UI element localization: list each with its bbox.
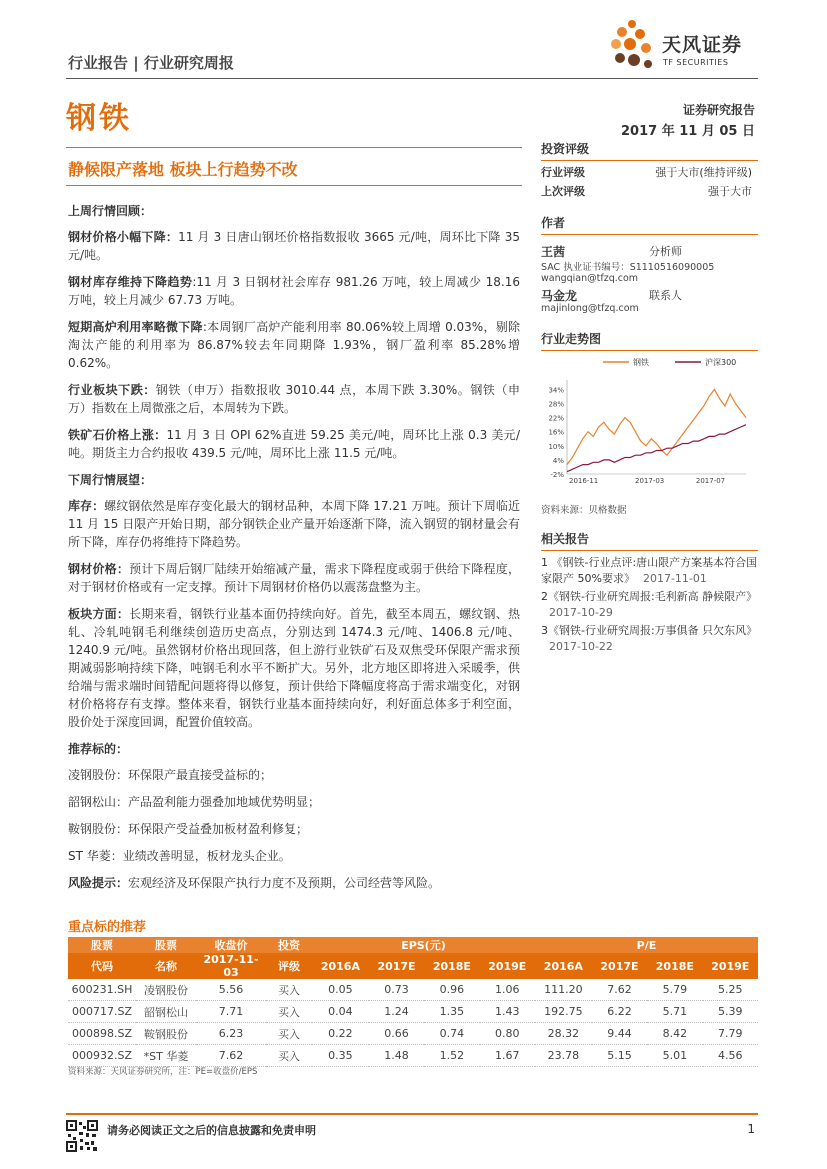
table-cell: 5.01 (647, 1045, 702, 1067)
paragraph (68, 605, 520, 731)
recommend-item: 凌钢股份：环保限产最直接受益标的； (68, 768, 273, 782)
th-price: 收盘价 (196, 937, 266, 953)
table-cell: 6.22 (592, 1001, 647, 1023)
paragraph-label: 钢材价格小幅下降： (68, 230, 179, 244)
th-rating: 投资 (266, 937, 312, 953)
table-cell: 1.35 (424, 1001, 479, 1023)
related-report-date: 2017-11-01 (642, 572, 707, 585)
qr-code-icon (66, 1120, 98, 1152)
recommend-heading: 推荐标的： (68, 742, 129, 756)
rating-panel (541, 140, 758, 201)
review-section (68, 228, 520, 462)
th-sub: 2019E (703, 953, 758, 979)
paragraph-text: :11 月 3 日钢材社会库存 981.26 万吨，较上周减少 18.16 万吨，较上月减少 67.73 万吨。 (68, 275, 520, 307)
th-sub: 2016A (535, 953, 592, 979)
page-number: 1 (747, 1122, 755, 1136)
sector-title: 钢铁 (66, 101, 132, 136)
logo-dots-icon (606, 18, 658, 74)
author-role: 联系人 (649, 289, 682, 302)
table-body (68, 979, 758, 1067)
y-tick-label: -2% (550, 471, 564, 479)
recommend-item: 鞍钢股份：环保限产受益叠加板材盈利修复； (68, 822, 309, 836)
related-heading: 相关报告 (541, 530, 758, 551)
table-cell: 600231.SH (68, 979, 136, 1001)
table-cell: 买入 (266, 1001, 312, 1023)
related-list (541, 555, 758, 655)
table-title: 重点标的推荐 (68, 920, 147, 935)
rating-key: 行业评级 (541, 166, 585, 179)
review-heading: 上周行情回顾： (68, 204, 153, 218)
y-tick-label: 10% (548, 442, 564, 451)
table-cell: 0.80 (480, 1023, 535, 1045)
author-name: 王茜 (541, 245, 566, 259)
outlook-section (68, 497, 520, 731)
th-sub: 2017-11-03 (196, 953, 266, 979)
table-cell: 1.52 (424, 1045, 479, 1067)
risk-text: 宏观经济及环保限产执行力度不及预期，公司经营等风险。 (128, 876, 441, 890)
table-cell: 7.62 (196, 1045, 266, 1067)
table-cell: 5.71 (647, 1001, 702, 1023)
table-cell: 0.05 (312, 979, 369, 1001)
recommend-item: 韶钢松山：产品盈利能力强叠加地域优势明显； (68, 795, 321, 809)
th-sub: 2019E (480, 953, 535, 979)
author-email[interactable]: wangqian@tfzq.com (541, 273, 639, 284)
table-subheader-row (68, 953, 758, 979)
table-cell: 5.56 (196, 979, 266, 1001)
author-panel (541, 214, 758, 314)
recommend-table (68, 937, 758, 1067)
headline-rule-top (66, 147, 522, 148)
trend-chart-svg (541, 350, 758, 490)
y-tick-label: 22% (548, 414, 564, 423)
table-cell: 0.66 (369, 1023, 424, 1045)
table-cell: 5.25 (703, 979, 758, 1001)
related-report-title: 1 《钢铁-行业点评:唐山限产方案基本符合国家限产 50%要求》 (541, 556, 758, 585)
breadcrumb: 行业报告 | 行业研究周报 (68, 54, 234, 72)
paragraph (68, 318, 520, 372)
table-cell: 0.22 (312, 1023, 369, 1045)
y-tick-label: 34% (548, 386, 564, 395)
table-cell: 0.04 (312, 1001, 369, 1023)
table-row[interactable] (68, 979, 758, 1001)
trend-chart-heading: 行业走势图 (541, 330, 758, 351)
y-tick-label: 16% (548, 428, 564, 437)
rating-value: 强于大市(维持评级) (655, 166, 752, 179)
paragraph-text: 11 月 3 日 OPI 62%直进 59.25 美元/吨，周环比上涨 0.3 美元/吨。期货主力合约报收 439.5 元/吨，周环比上涨 11.5 元/吨。 (68, 428, 520, 460)
th-eps: EPS(元) (312, 937, 535, 953)
author-heading: 作者 (541, 214, 758, 235)
related-report-date: 2017-10-29 (549, 606, 613, 619)
paragraph (68, 228, 520, 264)
related-panel (541, 530, 758, 657)
trend-chart (541, 350, 758, 490)
table-cell: 5.39 (703, 1001, 758, 1023)
logo-text-cn: 天风证券 (662, 34, 743, 56)
table-cell: 韶钢松山 (136, 1001, 196, 1023)
header-divider (66, 78, 758, 79)
author-cert: SAC 执业证书编号：S1110516090005 (541, 262, 715, 273)
paragraph-label: 板块方面： (68, 607, 130, 621)
series-line (567, 425, 746, 472)
author-2 (541, 287, 758, 303)
paragraph-text: 长期来看，钢铁行业基本面仍持续向好。首先，截至本周五，螺纹钢、热轧、冷轧吨钢毛利继续创造历史高点，分别达到 1474.3 元/吨、1406.8 元/吨、1240.9 元/吨。虽然钢材价格出现回落，但上游行业铁矿石及双焦受环保限产需求预期减弱影响持续下降，吨钢毛利水平不断扩大。另外，北方地区即将进入采暖季，供给端与需求端时间错配问题将得以修复，预计供给下降幅度将高于需求端变化，对钢材价格将存有支撑。整体来看，钢铁行业基本面持续向好，利好面总体多于利空面，股价处于深度回调，配置价值较高。 (68, 607, 520, 729)
table-cell: 0.35 (312, 1045, 369, 1067)
rating-heading: 投资评级 (541, 140, 758, 161)
table-cell: 1.67 (480, 1045, 535, 1067)
table-cell: 1.43 (480, 1001, 535, 1023)
table-cell: 4.56 (703, 1045, 758, 1067)
table-cell: 0.74 (424, 1023, 479, 1045)
table-cell: 7.62 (592, 979, 647, 1001)
headline: 静候限产落地 板块上行趋势不改 (68, 160, 298, 179)
report-type: 证券研究报告 (682, 103, 755, 117)
th-sub: 2018E (647, 953, 702, 979)
table-cell: 7.79 (703, 1023, 758, 1045)
table-cell: 9.44 (592, 1023, 647, 1045)
legend-label: 钢铁 (633, 358, 649, 367)
table-cell: 000932.SZ (68, 1045, 136, 1067)
th-sub: 评级 (266, 953, 312, 979)
recommend-item: ST 华菱：业绩改善明显，板材龙头企业。 (68, 849, 291, 863)
table-cell: 7.71 (196, 1001, 266, 1023)
x-tick-label: 2017-03 (635, 477, 665, 485)
company-logo (606, 18, 766, 74)
th-code: 股票 (68, 937, 136, 953)
paragraph-text: 螺纹钢依然是库存变化最大的钢材品种，本周下降 17.21 万吨。预计下周临近 11 月 15 日限产开始日期，部分钢铁企业产量开始逐渐下降，流入钢贸的钢材量会有所下降，库存仍将维持下降趋势。 (68, 499, 520, 549)
table-cell: 28.32 (535, 1023, 592, 1045)
related-report-title: 2《钢铁-行业研究周报:毛利新高 静候限产》 (541, 590, 758, 603)
paragraph-label: 短期高炉利用率略微下降 (68, 320, 203, 334)
paragraph-label: 行业板块下跌： (68, 383, 156, 397)
author-email[interactable]: majinlong@tfzq.com (541, 303, 639, 314)
th-pe: P/E (535, 937, 758, 953)
author-role: 分析师 (649, 245, 682, 258)
chart-source: 资料来源：贝格数据 (541, 505, 627, 516)
paragraph-text: 11 月 3 日唐山钢坯价格指数报收 3665 元/吨，周环比下降 35 元/吨。 (68, 230, 520, 262)
table-cell: 1.48 (369, 1045, 424, 1067)
paragraph-label: 铁矿石价格上涨： (68, 428, 167, 442)
main-body (68, 202, 520, 901)
table-cell: 192.75 (535, 1001, 592, 1023)
table-source: 资料来源：天风证券研究所，注：PE=收盘价/EPS (68, 1067, 258, 1077)
th-name: 股票 (136, 937, 196, 953)
rating-key: 上次评级 (541, 185, 585, 198)
table-cell: 5.15 (592, 1045, 647, 1067)
author-name: 马金龙 (541, 289, 578, 303)
author-1 (541, 243, 758, 259)
table-cell: 0.96 (424, 979, 479, 1001)
th-sub: 2018E (424, 953, 479, 979)
table-cell: 5.79 (647, 979, 702, 1001)
y-tick-label: 28% (548, 400, 564, 409)
legend-label: 沪深300 (705, 358, 737, 367)
outlook-heading: 下周行情展望： (68, 473, 153, 487)
table-row[interactable] (68, 1023, 758, 1045)
table-cell: 6.23 (196, 1023, 266, 1045)
table-cell: 1.24 (369, 1001, 424, 1023)
x-tick-label: 2017-07 (695, 477, 726, 485)
th-sub: 2016A (312, 953, 369, 979)
x-tick-label: 2016-11 (569, 477, 599, 485)
table-cell: *ST 华菱 (136, 1045, 196, 1067)
report-date: 2017 年 11 月 05 日 (621, 124, 755, 139)
table-cell: 000898.SZ (68, 1023, 136, 1045)
paragraph (68, 426, 520, 462)
table-row[interactable] (68, 1045, 758, 1067)
paragraph (68, 497, 520, 551)
table-header-row (68, 937, 758, 953)
paragraph-text: :本周钢厂高炉产能利用率 80.06%较上周增 0.03%，剔除淘汰产能的利用率为 86.87%较去年同期降 1.93%，钢厂盈利率 85.28%增 0.62%。 (68, 320, 520, 370)
related-report-date: 2017-10-22 (549, 640, 613, 653)
table-cell: 1.06 (480, 979, 535, 1001)
related-report-link[interactable] (541, 623, 758, 655)
logo-text-en: TF SECURITIES (663, 58, 729, 67)
paragraph-text: 预计下周后钢厂陆续开始缩减产量，需求下降程度或弱于供给下降程度，对于钢材价格或有一定支撑。预计下周钢材价格仍以震荡盘整为主。 (68, 562, 520, 594)
risk-note (68, 874, 520, 892)
table-cell: 111.20 (535, 979, 592, 1001)
paragraph-label: 钢材价格： (68, 562, 130, 576)
risk-label: 风险提示： (68, 876, 129, 890)
table-cell: 8.42 (647, 1023, 702, 1045)
paragraph-label: 库存： (68, 499, 105, 513)
th-sub: 名称 (136, 953, 196, 979)
rating-row-previous (541, 182, 758, 201)
table-row[interactable] (68, 1001, 758, 1023)
paragraph-label: 钢材库存维持下降趋势 (68, 275, 193, 289)
th-sub: 2017E (369, 953, 424, 979)
th-sub: 代码 (68, 953, 136, 979)
related-report-link[interactable] (541, 589, 758, 621)
paragraph (68, 381, 520, 417)
recommend-list (68, 766, 520, 865)
rating-value: 强于大市 (708, 185, 752, 198)
related-report-title: 3《钢铁-行业研究周报:万事俱备 只欠东风》 (541, 624, 758, 637)
table-cell: 买入 (266, 979, 312, 1001)
y-tick-label: 4% (552, 456, 564, 465)
footer-disclaimer[interactable]: 请务必阅读正文之后的信息披露和免责申明 (107, 1124, 316, 1137)
paragraph-text: 钢铁（申万）指数报收 3010.44 点，本周下跌 3.30%。钢铁（申万）指数在上周微涨之后，本周转为下跌。 (68, 383, 520, 415)
series-line (567, 389, 746, 464)
table-cell: 000717.SZ (68, 1001, 136, 1023)
headline-rule-bottom (66, 185, 522, 186)
table-cell: 凌钢股份 (136, 979, 196, 1001)
footer-divider (66, 1113, 758, 1115)
table-cell: 鞍钢股份 (136, 1023, 196, 1045)
table-cell: 买入 (266, 1045, 312, 1067)
trend-chart-heading-wrap (541, 330, 758, 351)
paragraph (68, 273, 520, 309)
related-report-link[interactable] (541, 555, 758, 587)
rating-row-industry (541, 163, 758, 182)
paragraph (68, 560, 520, 596)
table-cell: 0.73 (369, 979, 424, 1001)
th-sub: 2017E (592, 953, 647, 979)
table-cell: 23.78 (535, 1045, 592, 1067)
table-cell: 买入 (266, 1023, 312, 1045)
